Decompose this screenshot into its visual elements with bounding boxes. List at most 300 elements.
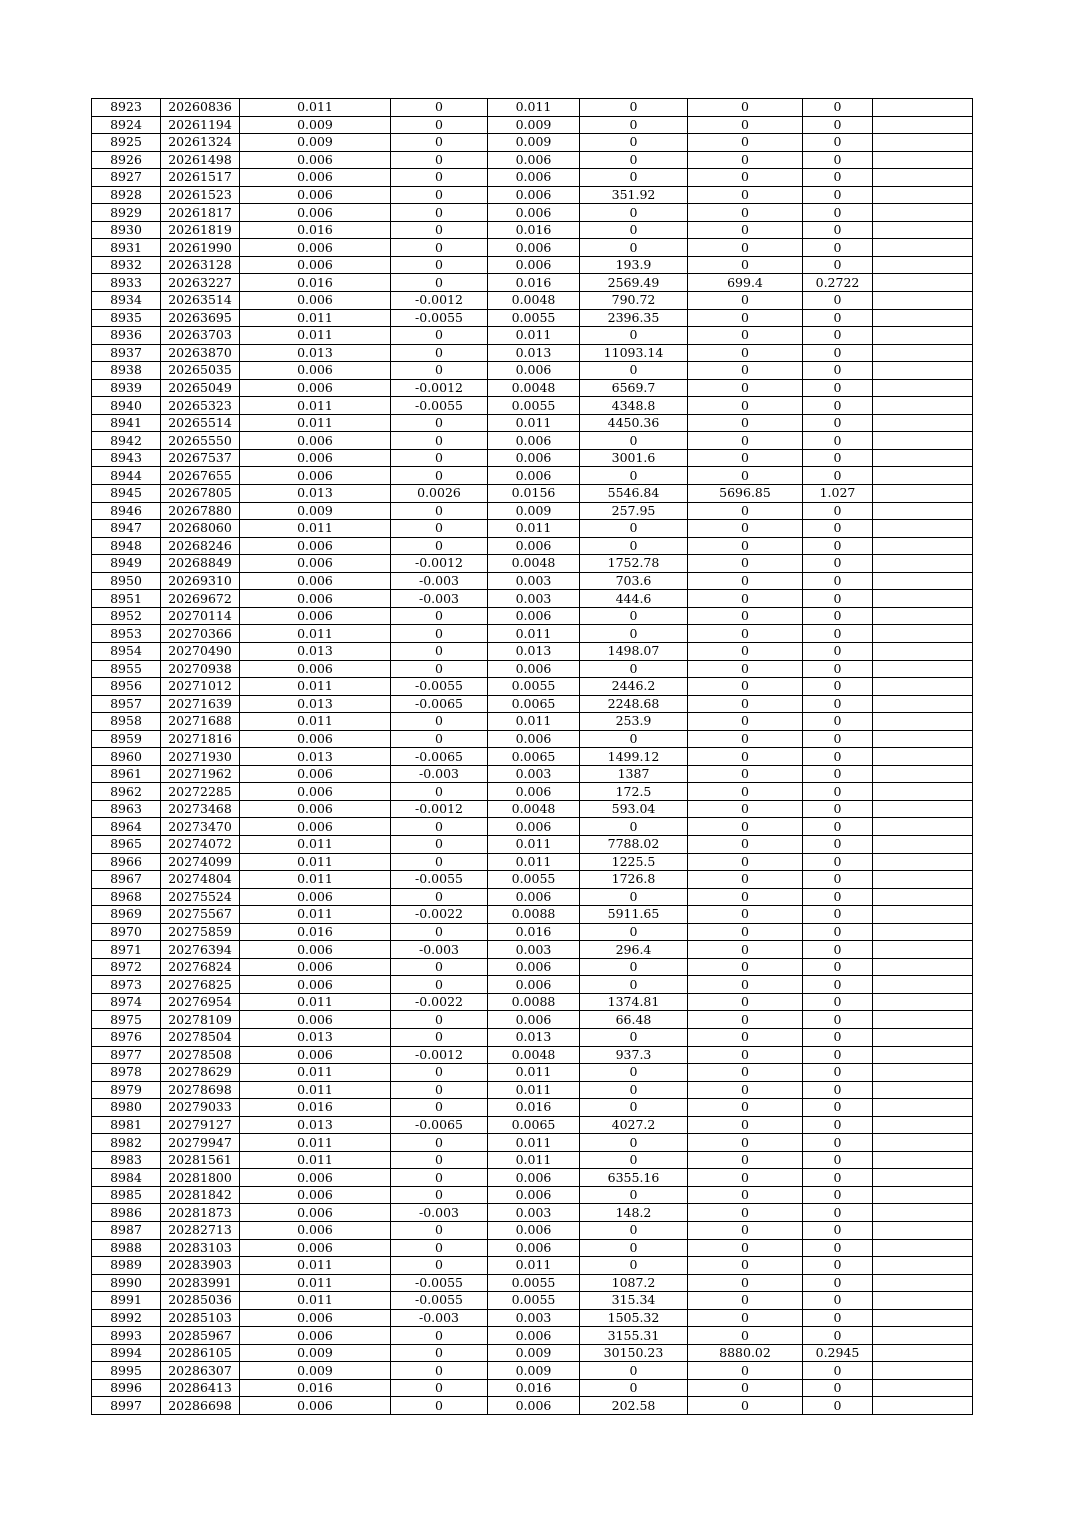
ratio-cell: 0 xyxy=(803,1169,873,1187)
value-cell: 0 xyxy=(688,1257,803,1275)
value-cell: 0 xyxy=(688,520,803,538)
ratio-cell: 0 xyxy=(803,1186,873,1204)
ratio-cell: 0 xyxy=(803,818,873,836)
adjustment-cell: 0 xyxy=(391,713,488,731)
value-cell: 0 xyxy=(688,116,803,134)
rate-cell: 0.006 xyxy=(240,239,391,257)
table-row xyxy=(92,730,973,748)
adjustment-cell: 0 xyxy=(391,204,488,222)
row-index-cell: 8986 xyxy=(92,1204,161,1222)
amount-cell: 0 xyxy=(580,151,688,169)
value-cell: 0 xyxy=(688,292,803,310)
rate-cell: 0.013 xyxy=(240,1116,391,1134)
ratio-cell: 0.2722 xyxy=(803,274,873,292)
amount-cell: 790.72 xyxy=(580,292,688,310)
ratio-cell: 0 xyxy=(803,1081,873,1099)
net-rate-cell: 0.011 xyxy=(488,625,580,643)
id-cell: 20265514 xyxy=(161,414,240,432)
id-cell: 20276824 xyxy=(161,958,240,976)
amount-cell: 0 xyxy=(580,327,688,345)
net-rate-cell: 0.006 xyxy=(488,169,580,187)
row-index-cell: 8928 xyxy=(92,186,161,204)
empty-cell xyxy=(873,1257,973,1275)
id-cell: 20279947 xyxy=(161,1134,240,1152)
ratio-cell: 0 xyxy=(803,1046,873,1064)
net-rate-cell: 0.016 xyxy=(488,1099,580,1117)
id-cell: 20265049 xyxy=(161,379,240,397)
adjustment-cell: 0 xyxy=(391,1151,488,1169)
amount-cell: 0 xyxy=(580,1257,688,1275)
id-cell: 20286698 xyxy=(161,1397,240,1415)
id-cell: 20279127 xyxy=(161,1116,240,1134)
empty-cell xyxy=(873,414,973,432)
id-cell: 20270490 xyxy=(161,642,240,660)
value-cell: 0 xyxy=(688,1011,803,1029)
net-rate-cell: 0.0065 xyxy=(488,1116,580,1134)
rate-cell: 0.006 xyxy=(240,730,391,748)
net-rate-cell: 0.009 xyxy=(488,134,580,152)
adjustment-cell: 0 xyxy=(391,1327,488,1345)
row-index-cell: 8969 xyxy=(92,906,161,924)
ratio-cell: 0 xyxy=(803,871,873,889)
id-cell: 20274804 xyxy=(161,871,240,889)
net-rate-cell: 0.006 xyxy=(488,186,580,204)
net-rate-cell: 0.013 xyxy=(488,642,580,660)
table-row xyxy=(92,1099,973,1117)
empty-cell xyxy=(873,1309,973,1327)
empty-cell xyxy=(873,99,973,117)
ratio-cell: 0 xyxy=(803,835,873,853)
table-row xyxy=(92,1134,973,1152)
data-table xyxy=(91,98,973,1415)
id-cell: 20267805 xyxy=(161,485,240,503)
amount-cell: 2396.35 xyxy=(580,309,688,327)
rate-cell: 0.006 xyxy=(240,292,391,310)
net-rate-cell: 0.009 xyxy=(488,502,580,520)
ratio-cell: 0 xyxy=(803,748,873,766)
value-cell: 0 xyxy=(688,239,803,257)
empty-cell xyxy=(873,748,973,766)
row-index-cell: 8955 xyxy=(92,660,161,678)
empty-cell xyxy=(873,783,973,801)
table-row xyxy=(92,660,973,678)
empty-cell xyxy=(873,1292,973,1310)
rate-cell: 0.013 xyxy=(240,642,391,660)
value-cell: 0 xyxy=(688,1151,803,1169)
adjustment-cell: 0 xyxy=(391,1222,488,1240)
rate-cell: 0.006 xyxy=(240,537,391,555)
rate-cell: 0.006 xyxy=(240,660,391,678)
table-row xyxy=(92,607,973,625)
net-rate-cell: 0.006 xyxy=(488,976,580,994)
ratio-cell: 0 xyxy=(803,713,873,731)
table-body xyxy=(92,99,973,1415)
adjustment-cell: 0 xyxy=(391,414,488,432)
ratio-cell: 0 xyxy=(803,555,873,573)
row-index-cell: 8988 xyxy=(92,1239,161,1257)
amount-cell: 3001.6 xyxy=(580,449,688,467)
adjustment-cell: -0.0012 xyxy=(391,800,488,818)
value-cell: 0 xyxy=(688,344,803,362)
ratio-cell: 0 xyxy=(803,976,873,994)
rate-cell: 0.006 xyxy=(240,941,391,959)
net-rate-cell: 0.009 xyxy=(488,1362,580,1380)
rate-cell: 0.016 xyxy=(240,1099,391,1117)
adjustment-cell: -0.0012 xyxy=(391,555,488,573)
empty-cell xyxy=(873,344,973,362)
rate-cell: 0.006 xyxy=(240,607,391,625)
row-index-cell: 8960 xyxy=(92,748,161,766)
adjustment-cell: 0 xyxy=(391,1344,488,1362)
row-index-cell: 8941 xyxy=(92,414,161,432)
net-rate-cell: 0.006 xyxy=(488,1222,580,1240)
net-rate-cell: 0.013 xyxy=(488,344,580,362)
value-cell: 0 xyxy=(688,134,803,152)
amount-cell: 0 xyxy=(580,660,688,678)
id-cell: 20269672 xyxy=(161,590,240,608)
empty-cell xyxy=(873,1011,973,1029)
amount-cell: 193.9 xyxy=(580,256,688,274)
rate-cell: 0.006 xyxy=(240,1222,391,1240)
net-rate-cell: 0.006 xyxy=(488,1169,580,1187)
table-row xyxy=(92,397,973,415)
id-cell: 20273470 xyxy=(161,818,240,836)
adjustment-cell: -0.003 xyxy=(391,1309,488,1327)
value-cell: 0 xyxy=(688,888,803,906)
value-cell: 0 xyxy=(688,678,803,696)
row-index-cell: 8929 xyxy=(92,204,161,222)
value-cell: 0 xyxy=(688,625,803,643)
value-cell: 0 xyxy=(688,590,803,608)
table-row xyxy=(92,590,973,608)
value-cell: 0 xyxy=(688,256,803,274)
empty-cell xyxy=(873,1344,973,1362)
net-rate-cell: 0.011 xyxy=(488,414,580,432)
table-row xyxy=(92,1169,973,1187)
row-index-cell: 8994 xyxy=(92,1344,161,1362)
rate-cell: 0.006 xyxy=(240,432,391,450)
id-cell: 20263695 xyxy=(161,309,240,327)
amount-cell: 5911.65 xyxy=(580,906,688,924)
empty-cell xyxy=(873,151,973,169)
id-cell: 20276394 xyxy=(161,941,240,959)
ratio-cell: 0 xyxy=(803,186,873,204)
adjustment-cell: -0.0022 xyxy=(391,906,488,924)
amount-cell: 0 xyxy=(580,1028,688,1046)
row-index-cell: 8936 xyxy=(92,327,161,345)
value-cell: 0 xyxy=(688,397,803,415)
row-index-cell: 8976 xyxy=(92,1028,161,1046)
net-rate-cell: 0.006 xyxy=(488,1397,580,1415)
empty-cell xyxy=(873,186,973,204)
row-index-cell: 8930 xyxy=(92,221,161,239)
table-row xyxy=(92,1186,973,1204)
adjustment-cell: 0 xyxy=(391,818,488,836)
rate-cell: 0.009 xyxy=(240,134,391,152)
amount-cell: 0 xyxy=(580,239,688,257)
amount-cell: 6355.16 xyxy=(580,1169,688,1187)
table-row xyxy=(92,853,973,871)
value-cell: 0 xyxy=(688,642,803,660)
row-index-cell: 8992 xyxy=(92,1309,161,1327)
amount-cell: 0 xyxy=(580,1186,688,1204)
table-row xyxy=(92,1327,973,1345)
row-index-cell: 8987 xyxy=(92,1222,161,1240)
row-index-cell: 8935 xyxy=(92,309,161,327)
rate-cell: 0.013 xyxy=(240,485,391,503)
ratio-cell: 1.027 xyxy=(803,485,873,503)
value-cell: 0 xyxy=(688,1204,803,1222)
empty-cell xyxy=(873,274,973,292)
row-index-cell: 8973 xyxy=(92,976,161,994)
id-cell: 20267655 xyxy=(161,467,240,485)
id-cell: 20261498 xyxy=(161,151,240,169)
amount-cell: 0 xyxy=(580,730,688,748)
amount-cell: 444.6 xyxy=(580,590,688,608)
adjustment-cell: -0.0055 xyxy=(391,678,488,696)
id-cell: 20278508 xyxy=(161,1046,240,1064)
ratio-cell: 0 xyxy=(803,590,873,608)
amount-cell: 1087.2 xyxy=(580,1274,688,1292)
ratio-cell: 0 xyxy=(803,537,873,555)
value-cell: 0 xyxy=(688,1134,803,1152)
net-rate-cell: 0.006 xyxy=(488,888,580,906)
net-rate-cell: 0.016 xyxy=(488,221,580,239)
rate-cell: 0.006 xyxy=(240,800,391,818)
table-row xyxy=(92,976,973,994)
ratio-cell: 0 xyxy=(803,309,873,327)
amount-cell: 296.4 xyxy=(580,941,688,959)
adjustment-cell: -0.0022 xyxy=(391,993,488,1011)
amount-cell: 1752.78 xyxy=(580,555,688,573)
value-cell: 0 xyxy=(688,327,803,345)
table-row xyxy=(92,1379,973,1397)
empty-cell xyxy=(873,660,973,678)
row-index-cell: 8961 xyxy=(92,765,161,783)
table-row xyxy=(92,1064,973,1082)
rate-cell: 0.011 xyxy=(240,1151,391,1169)
table-row xyxy=(92,204,973,222)
empty-cell xyxy=(873,432,973,450)
rate-cell: 0.006 xyxy=(240,1397,391,1415)
net-rate-cell: 0.0055 xyxy=(488,1274,580,1292)
rate-cell: 0.013 xyxy=(240,748,391,766)
rate-cell: 0.006 xyxy=(240,449,391,467)
empty-cell xyxy=(873,923,973,941)
ratio-cell: 0 xyxy=(803,607,873,625)
ratio-cell: 0 xyxy=(803,502,873,520)
amount-cell: 593.04 xyxy=(580,800,688,818)
amount-cell: 1499.12 xyxy=(580,748,688,766)
row-index-cell: 8943 xyxy=(92,449,161,467)
rate-cell: 0.011 xyxy=(240,1064,391,1082)
net-rate-cell: 0.0055 xyxy=(488,309,580,327)
amount-cell: 0 xyxy=(580,1151,688,1169)
table-row xyxy=(92,695,973,713)
row-index-cell: 8934 xyxy=(92,292,161,310)
table-row xyxy=(92,309,973,327)
table-row xyxy=(92,344,973,362)
adjustment-cell: 0 xyxy=(391,783,488,801)
net-rate-cell: 0.011 xyxy=(488,1151,580,1169)
rate-cell: 0.006 xyxy=(240,783,391,801)
adjustment-cell: 0 xyxy=(391,607,488,625)
net-rate-cell: 0.011 xyxy=(488,713,580,731)
row-index-cell: 8974 xyxy=(92,993,161,1011)
ratio-cell: 0 xyxy=(803,1064,873,1082)
net-rate-cell: 0.006 xyxy=(488,958,580,976)
ratio-cell: 0 xyxy=(803,379,873,397)
id-cell: 20268246 xyxy=(161,537,240,555)
table-row xyxy=(92,713,973,731)
empty-cell xyxy=(873,397,973,415)
empty-cell xyxy=(873,134,973,152)
table-row xyxy=(92,1151,973,1169)
adjustment-cell: -0.0065 xyxy=(391,1116,488,1134)
row-index-cell: 8945 xyxy=(92,485,161,503)
id-cell: 20263514 xyxy=(161,292,240,310)
table-row xyxy=(92,555,973,573)
value-cell: 0 xyxy=(688,537,803,555)
value-cell: 0 xyxy=(688,99,803,117)
empty-cell xyxy=(873,449,973,467)
empty-cell xyxy=(873,520,973,538)
adjustment-cell: 0 xyxy=(391,642,488,660)
net-rate-cell: 0.0156 xyxy=(488,485,580,503)
value-cell: 0 xyxy=(688,958,803,976)
ratio-cell: 0 xyxy=(803,730,873,748)
amount-cell: 351.92 xyxy=(580,186,688,204)
net-rate-cell: 0.003 xyxy=(488,1309,580,1327)
table-row xyxy=(92,906,973,924)
net-rate-cell: 0.006 xyxy=(488,239,580,257)
table-row xyxy=(92,642,973,660)
amount-cell: 6569.7 xyxy=(580,379,688,397)
value-cell: 0 xyxy=(688,379,803,397)
table-row xyxy=(92,1292,973,1310)
table-row xyxy=(92,239,973,257)
row-index-cell: 8964 xyxy=(92,818,161,836)
adjustment-cell: -0.003 xyxy=(391,765,488,783)
amount-cell: 0 xyxy=(580,1081,688,1099)
rate-cell: 0.011 xyxy=(240,397,391,415)
empty-cell xyxy=(873,572,973,590)
adjustment-cell: 0 xyxy=(391,730,488,748)
rate-cell: 0.006 xyxy=(240,256,391,274)
net-rate-cell: 0.006 xyxy=(488,660,580,678)
value-cell: 0 xyxy=(688,1028,803,1046)
amount-cell: 0 xyxy=(580,1064,688,1082)
rate-cell: 0.011 xyxy=(240,309,391,327)
net-rate-cell: 0.006 xyxy=(488,783,580,801)
amount-cell: 4450.36 xyxy=(580,414,688,432)
rate-cell: 0.006 xyxy=(240,1204,391,1222)
id-cell: 20281873 xyxy=(161,1204,240,1222)
table-row xyxy=(92,888,973,906)
net-rate-cell: 0.006 xyxy=(488,1239,580,1257)
row-index-cell: 8949 xyxy=(92,555,161,573)
rate-cell: 0.013 xyxy=(240,344,391,362)
id-cell: 20271930 xyxy=(161,748,240,766)
amount-cell: 0 xyxy=(580,923,688,941)
ratio-cell: 0 xyxy=(803,1309,873,1327)
table-row xyxy=(92,1397,973,1415)
row-index-cell: 8968 xyxy=(92,888,161,906)
table-row xyxy=(92,169,973,187)
empty-cell xyxy=(873,1204,973,1222)
id-cell: 20286307 xyxy=(161,1362,240,1380)
row-index-cell: 8950 xyxy=(92,572,161,590)
empty-cell xyxy=(873,204,973,222)
id-cell: 20261517 xyxy=(161,169,240,187)
table-row xyxy=(92,625,973,643)
row-index-cell: 8981 xyxy=(92,1116,161,1134)
amount-cell: 0 xyxy=(580,1134,688,1152)
value-cell: 0 xyxy=(688,1309,803,1327)
row-index-cell: 8925 xyxy=(92,134,161,152)
empty-cell xyxy=(873,239,973,257)
row-index-cell: 8957 xyxy=(92,695,161,713)
ratio-cell: 0 xyxy=(803,1239,873,1257)
adjustment-cell: 0 xyxy=(391,1186,488,1204)
ratio-cell: 0 xyxy=(803,221,873,239)
adjustment-cell: 0 xyxy=(391,1379,488,1397)
id-cell: 20261194 xyxy=(161,116,240,134)
empty-cell xyxy=(873,537,973,555)
row-index-cell: 8951 xyxy=(92,590,161,608)
ratio-cell: 0 xyxy=(803,695,873,713)
amount-cell: 0 xyxy=(580,520,688,538)
rate-cell: 0.006 xyxy=(240,888,391,906)
row-index-cell: 8940 xyxy=(92,397,161,415)
table-row xyxy=(92,783,973,801)
rate-cell: 0.006 xyxy=(240,169,391,187)
rate-cell: 0.006 xyxy=(240,204,391,222)
ratio-cell: 0 xyxy=(803,344,873,362)
amount-cell: 30150.23 xyxy=(580,1344,688,1362)
row-index-cell: 8938 xyxy=(92,362,161,380)
adjustment-cell: -0.0012 xyxy=(391,379,488,397)
net-rate-cell: 0.006 xyxy=(488,537,580,555)
rate-cell: 0.011 xyxy=(240,99,391,117)
rate-cell: 0.006 xyxy=(240,765,391,783)
row-index-cell: 8939 xyxy=(92,379,161,397)
amount-cell: 1498.07 xyxy=(580,642,688,660)
adjustment-cell: 0 xyxy=(391,888,488,906)
ratio-cell: 0 xyxy=(803,239,873,257)
rate-cell: 0.011 xyxy=(240,1134,391,1152)
table-row xyxy=(92,958,973,976)
value-cell: 0 xyxy=(688,169,803,187)
id-cell: 20271639 xyxy=(161,695,240,713)
row-index-cell: 8944 xyxy=(92,467,161,485)
empty-cell xyxy=(873,327,973,345)
ratio-cell: 0 xyxy=(803,151,873,169)
amount-cell: 0 xyxy=(580,625,688,643)
ratio-cell: 0 xyxy=(803,256,873,274)
amount-cell: 0 xyxy=(580,362,688,380)
id-cell: 20278698 xyxy=(161,1081,240,1099)
rate-cell: 0.009 xyxy=(240,116,391,134)
rate-cell: 0.009 xyxy=(240,1344,391,1362)
id-cell: 20263128 xyxy=(161,256,240,274)
net-rate-cell: 0.0055 xyxy=(488,871,580,889)
ratio-cell: 0 xyxy=(803,1099,873,1117)
adjustment-cell: 0 xyxy=(391,1064,488,1082)
ratio-cell: 0 xyxy=(803,993,873,1011)
adjustment-cell: 0 xyxy=(391,134,488,152)
amount-cell: 0 xyxy=(580,134,688,152)
